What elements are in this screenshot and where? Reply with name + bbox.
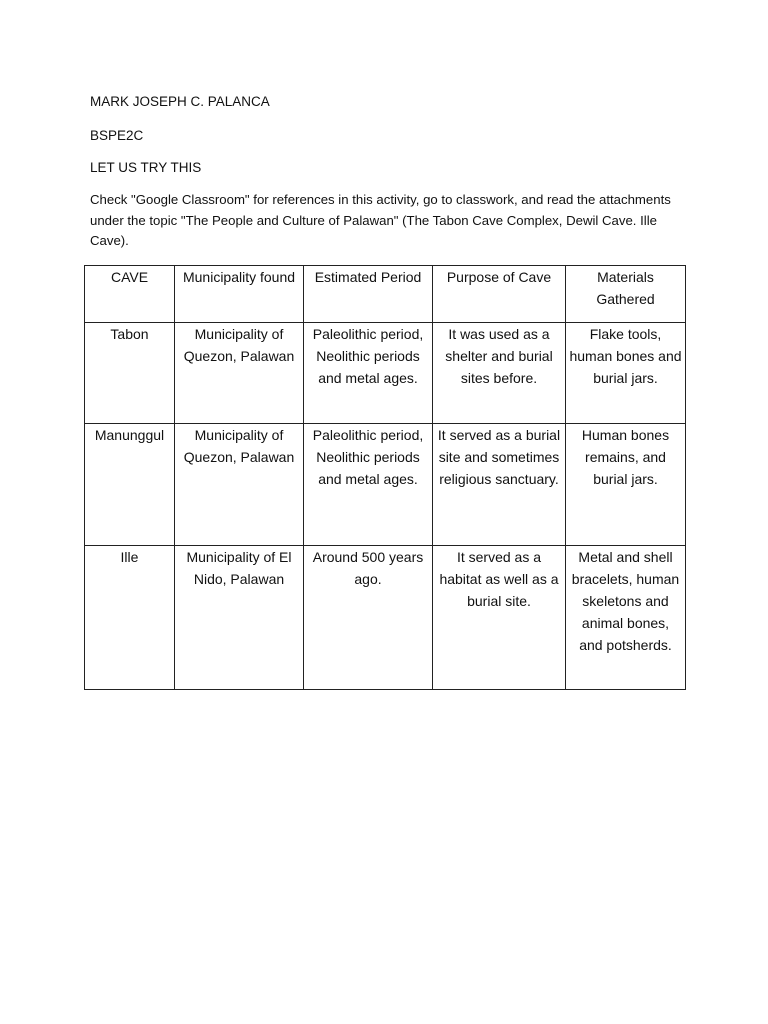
cell-purpose: It was used as a shelter and burial sites before. <box>433 323 566 424</box>
cell-cave: Ille <box>85 546 175 690</box>
header-estimated-period: Estimated Period <box>304 266 433 323</box>
table-row <box>85 546 686 690</box>
header-purpose: Purpose of Cave <box>433 266 566 323</box>
cell-materials: Metal and shell bracelets, human skeletons and animal bones, and potsherds. <box>566 546 686 690</box>
cell-period: Paleolithic period, Neolithic periods and metal ages. <box>304 323 433 424</box>
cell-period: Paleolithic period, Neolithic periods and metal ages. <box>304 424 433 546</box>
cell-purpose: It served as a habitat as well as a burial site. <box>433 546 566 690</box>
cell-municipality: Municipality of El Nido, Palawan <box>175 546 304 690</box>
cell-materials: Human bones remains, and burial jars. <box>566 424 686 546</box>
student-section: BSPE2C <box>90 128 144 143</box>
cell-purpose: It served as a burial site and sometimes religious sanctuary. <box>433 424 566 546</box>
cave-table <box>84 265 686 690</box>
header-materials: Materials Gathered <box>566 266 686 323</box>
student-name: MARK JOSEPH C. PALANCA <box>90 94 270 109</box>
cell-cave: Tabon <box>85 323 175 424</box>
table-row <box>85 323 686 424</box>
header-municipality: Municipality found <box>175 266 304 323</box>
table-header-row <box>85 266 686 323</box>
cell-municipality: Municipality of Quezon, Palawan <box>175 424 304 546</box>
activity-instructions: Check "Google Classroom" for references in this activity, go to classwork, and read the attachments under the topic "The People and Culture of Palawan" (The Tabon Cave Complex, Dewil Cave. Ille Cave). <box>90 192 671 248</box>
cell-cave: Manunggul <box>85 424 175 546</box>
activity-heading: LET US TRY THIS <box>90 160 202 175</box>
cell-materials: Flake tools, human bones and burial jars. <box>566 323 686 424</box>
table-row <box>85 424 686 546</box>
cell-municipality: Municipality of Quezon, Palawan <box>175 323 304 424</box>
cell-period: Around 500 years ago. <box>304 546 433 690</box>
header-cave: CAVE <box>85 266 175 323</box>
